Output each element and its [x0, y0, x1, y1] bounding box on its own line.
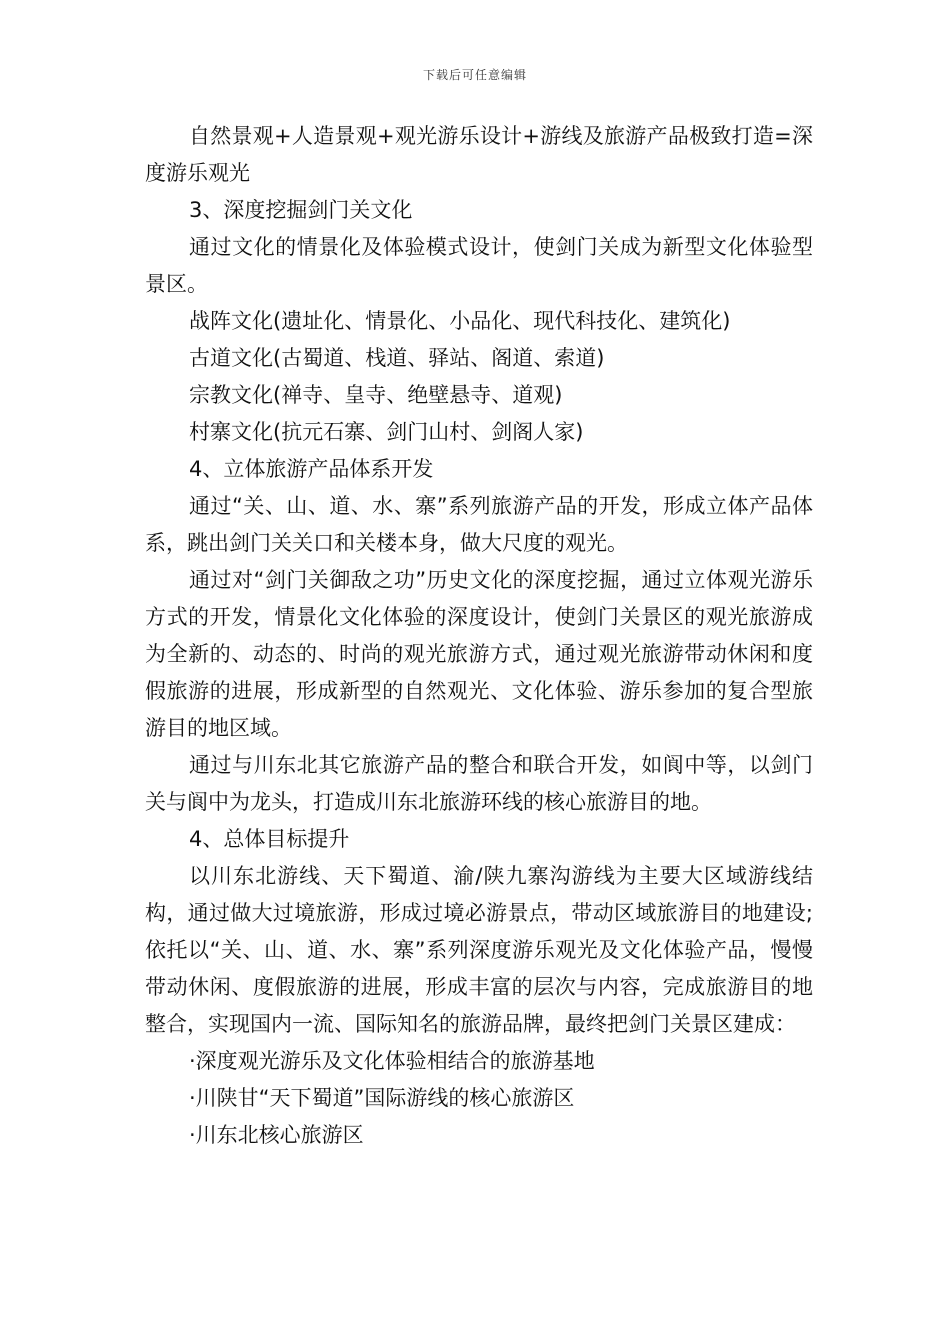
- page-header: 下载后可任意编辑: [422, 68, 527, 82]
- paragraph-culture-intro: 通过文化的情景化及体验模式设计，使剑门关成为新型文化体验型景区。: [145, 235, 813, 296]
- paragraph-history-culture: 通过对“剑门关御敌之功”历史文化的深度挖掘，通过立体观光游乐方式的开发，情景化文化体验的深度设计，使剑门关景区的观光旅游成为全新的、动态的、时尚的观光旅游方式，通过观光旅游带动休闲和度假旅游的进展，形成新型的自然观光、文化体验、游乐参加的复合型旅游目的地区域。: [145, 568, 813, 740]
- paragraph-overall-goal: 以川东北游线、天下蜀道、渝/陕九寨沟游线为主要大区域游线结构，通过做大过境旅游，形成过境必游景点，带动区域旅游目的地建设;依托以“关、山、道、水、寨”系列深度游乐观光及文化体验产品，慢慢带动休闲、度假旅游的进展，形成丰富的层次与内容，完成旅游目的地整合，实现国内一流、国际知名的旅游品牌，最终把剑门关景区建成：: [145, 864, 813, 1036]
- list-item-religion-culture: 宗教文化(禅寺、皇寺、绝壁悬寺、道观): [189, 383, 563, 407]
- bullet-item-northeast: ·川东北核心旅游区: [189, 1123, 364, 1147]
- section-heading-4b: 4、总体目标提升: [189, 827, 350, 851]
- paragraph-formula: 自然景观+人造景观+观光游乐设计+游线及旅游产品极致打造=深度游乐观光: [145, 124, 813, 185]
- section-heading-3: 3、深度挖掘剑门关文化: [189, 198, 413, 222]
- paragraph-integration: 通过与川东北其它旅游产品的整合和联合开发，如阆中等，以剑门关与阆中为龙头，打造成川东北旅游环线的核心旅游目的地。: [145, 753, 813, 814]
- section-heading-4a: 4、立体旅游产品体系开发: [189, 457, 434, 481]
- list-item-village-culture: 村寨文化(抗元石寨、剑门山村、剑阁人家): [189, 420, 584, 444]
- bullet-item-shudao: ·川陕甘“天下蜀道”国际游线的核心旅游区: [189, 1086, 575, 1110]
- document-body: [145, 118, 813, 1154]
- paragraph-product-series: 通过“关、山、道、水、寨”系列旅游产品的开发，形成立体产品体系，跳出剑门关关口和关楼本身，做大尺度的观光。: [145, 494, 813, 555]
- list-item-battle-culture: 战阵文化(遗址化、情景化、小品化、现代科技化、建筑化): [189, 309, 731, 333]
- bullet-item-base: ·深度观光游乐及文化体验相结合的旅游基地: [189, 1049, 595, 1073]
- list-item-ancient-road-culture: 古道文化(古蜀道、栈道、驿站、阁道、索道): [189, 346, 605, 370]
